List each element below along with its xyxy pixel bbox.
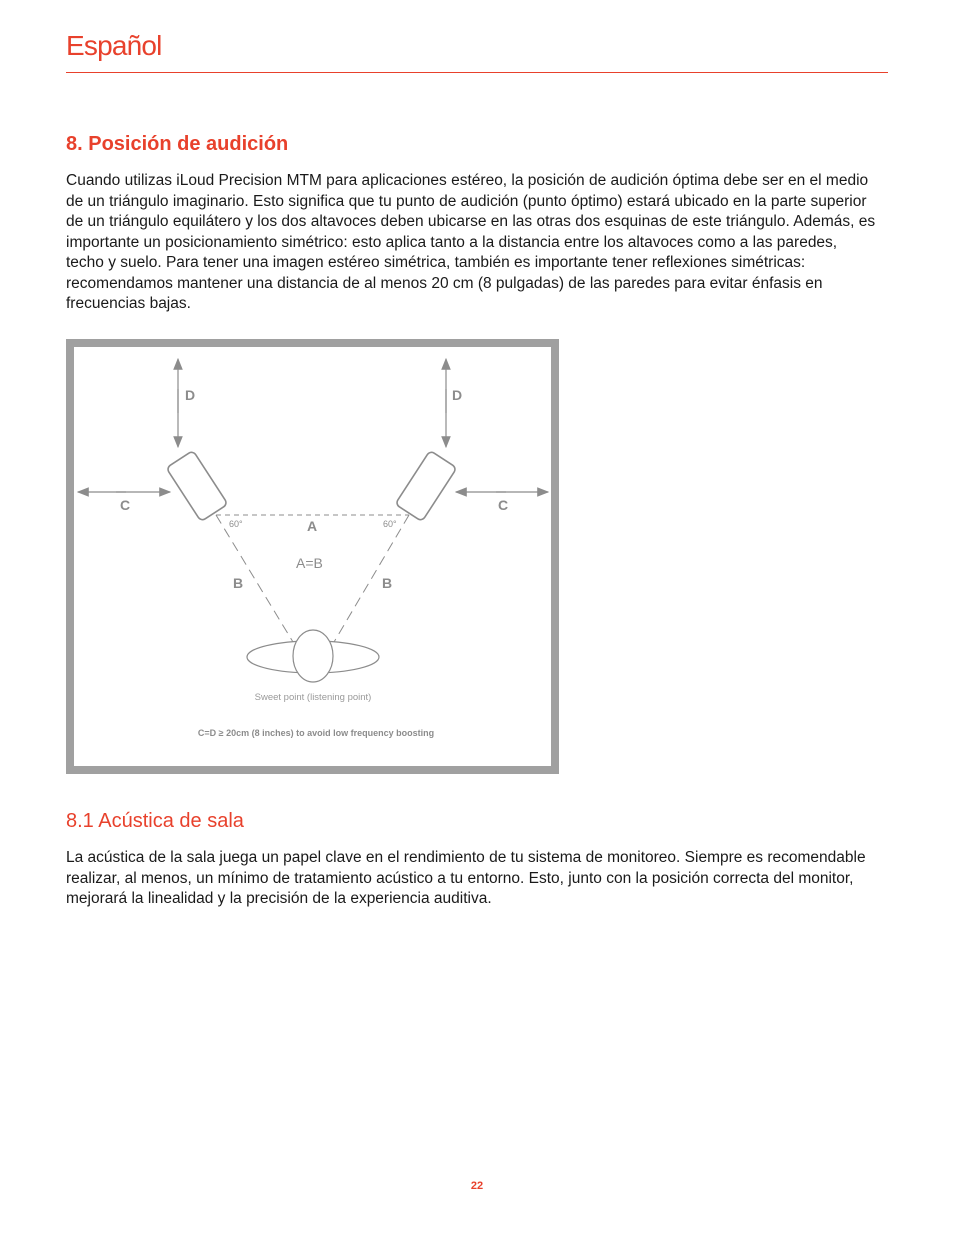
subsection-body-paragraph: La acústica de la sala juega un papel clave en el rendimiento de tu sistema de monitoreo. Siempre es recomendable realizar, al menos, un mínimo de tratamiento acústico a tu entorno. Esto, junto con la posición correcta del monitor, mejorará la linealidad y la precisión de la experiencia auditiva. — [66, 849, 866, 907]
sweet-point-caption: Sweet point (listening point) — [254, 692, 372, 703]
label-angle-left: 60° — [229, 519, 243, 529]
label-equation: A=B — [296, 555, 323, 571]
label-c-left: C — [120, 497, 131, 513]
label-d-right: D — [452, 387, 463, 403]
label-a: A — [307, 518, 318, 534]
subsection-heading: 8.1 Acústica de sala — [66, 810, 244, 832]
label-b-right: B — [382, 575, 393, 591]
header-divider — [66, 72, 888, 73]
label-d-left: D — [185, 387, 196, 403]
section-heading: 8. Posición de audición — [66, 133, 289, 155]
distance-note: C=D ≥ 20cm (8 inches) to avoid low frequency boosting — [197, 728, 435, 738]
label-b-left: B — [233, 575, 244, 591]
speaker-placement-diagram — [66, 339, 559, 774]
section-body-paragraph: Cuando utilizas iLoud Precision MTM para aplicaciones estéreo, la posición de audición óptima debe ser en el medio de un triángulo imaginario. Esto significa que tu punto de audición (punto óptimo) estará ubicado en la parte superior de un triángulo equilátero y los dos altavoces deben ubicarse en las otras dos esquinas de este triángulo. Además, es importante un posicionamiento simétrico: esto aplica tanto a la distancia entre los altavoces como a las paredes, techo y suelo. Para tener una imagen estéreo simétrica, también es importante tener reflexiones simétricas: recomendamos mantener una distancia de al menos 20 cm (8 pulgadas) de las paredes para evitar énfasis en frecuencias bajas. — [66, 172, 876, 312]
listener-head-icon — [293, 630, 333, 682]
label-c-right: C — [498, 497, 509, 513]
page-header-title: Español — [66, 30, 162, 61]
label-angle-right: 60° — [383, 519, 397, 529]
page-number: 22 — [470, 1180, 484, 1192]
